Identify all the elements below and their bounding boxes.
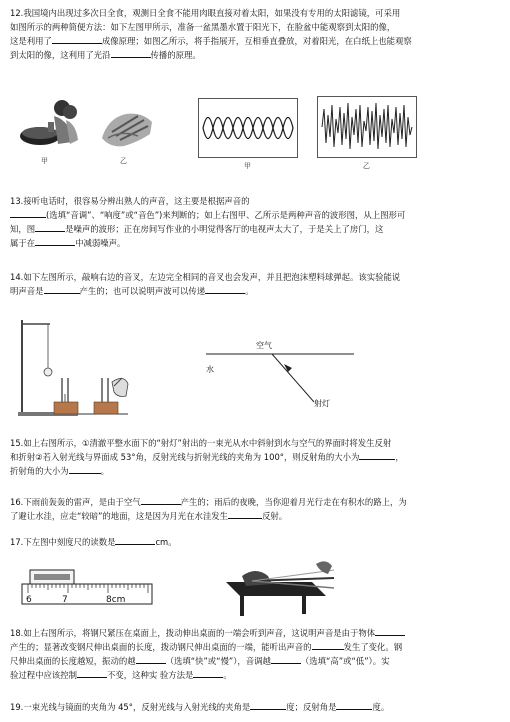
waveform-box-yi — [317, 96, 417, 158]
q18-text: 不变，这种实 验方法是 — [107, 670, 194, 680]
q19-text: 度。 — [372, 702, 390, 712]
q15-text: 和折射②若入射光线与界面成 53°角，反射光线与折射光线的夹角为 100°，则反射角的大小为 — [10, 452, 360, 462]
q13-text: (选填“音调”、“响度”或“音色”)来判断的；如上右图甲、乙所示是两种声音的波形图，从上图形可 — [46, 210, 406, 220]
q14-line2 — [10, 284, 500, 298]
q13-text: 知，图 — [10, 224, 36, 234]
q12-text: 成像原理；如图乙所示，将手指展开，互相垂直叠放，对着阳光，在白纸上也能观察 — [101, 36, 412, 46]
answer-blank[interactable] — [228, 509, 262, 519]
ruler-label: 8cm — [106, 595, 126, 605]
answer-blank[interactable] — [44, 284, 80, 294]
q15-line3 — [10, 464, 500, 478]
label-water: 水 — [206, 365, 214, 374]
q12-line2: 如图所示的两种简便方法：如下左图甲所示，准备一盆黑墨水置于阳光下，在脸盆中能观察到太阳的像， — [10, 22, 396, 32]
answer-blank[interactable] — [359, 450, 395, 460]
q12-text: 传播的原理。 — [150, 50, 201, 60]
q14-line1: 14.如下左图所示，敲响右边的音叉，左边完全相同的音叉也会发声，并且把泡沫塑料球弹起。该实验能说 — [10, 272, 401, 282]
q13-line1: 13.接听电话时，很容易分辨出熟人的声音，这主要是根据声音的 — [10, 196, 250, 206]
q15-text: ， — [395, 452, 404, 462]
question-17 — [10, 535, 500, 549]
q12-photo-hands — [98, 108, 156, 150]
q18-line3 — [10, 654, 500, 668]
q18-text: （选填“高”或“低”）。实 — [300, 656, 390, 666]
label-lamp: 射灯 — [314, 399, 330, 408]
q18-line4 — [10, 668, 500, 682]
answer-blank[interactable] — [375, 626, 405, 636]
q13-line3 — [10, 222, 500, 236]
answer-blank[interactable] — [193, 668, 223, 678]
q16-text: 产生的；雨后的夜晚，当你迎着月光行走在有积水的路上，为 — [180, 497, 407, 507]
answer-blank[interactable] — [205, 284, 245, 294]
q17-line1 — [10, 535, 500, 549]
answer-blank[interactable] — [336, 700, 372, 710]
answer-blank[interactable] — [115, 535, 155, 545]
q18-text: 18.如上右图所示，将钢尺紧压在桌面上，拨动伸出桌面的一端会听到声音，这说明声音是由于物体 — [10, 628, 376, 638]
q12-text: 到太阳的像，这利用了光沿 — [10, 50, 111, 60]
question-13 — [10, 194, 500, 250]
q15-text: 折射角的大小为 — [10, 466, 69, 476]
light-figure — [204, 338, 364, 418]
caption-yi: 乙 — [120, 157, 127, 165]
question-12 — [10, 6, 500, 62]
answer-blank[interactable] — [271, 654, 301, 664]
q16-text: 反射。 — [262, 511, 288, 521]
q16-line2 — [10, 509, 500, 523]
waveform-yi — [318, 97, 416, 157]
q14-text: 。 — [245, 286, 254, 296]
steel-ruler-figure — [222, 556, 338, 618]
question-19 — [10, 700, 500, 714]
question-14 — [10, 270, 500, 298]
q18-text: 发生了变化。钢 — [343, 642, 403, 652]
q16-text: 了避让水洼，应走“较暗”的地面，这是因为月光在水洼发生 — [10, 511, 229, 521]
q13-text: 是噪声的波形；正在房间写作业的小明觉得客厅的电视声太大了，于是关上了房门，这 — [65, 224, 384, 234]
ruler-label: 6 — [26, 595, 32, 605]
question-18 — [10, 626, 500, 682]
q19-line1 — [10, 700, 500, 714]
q12-photo-basin — [18, 96, 80, 154]
q18-line1 — [10, 626, 500, 640]
q12-line3 — [10, 34, 500, 48]
q16-text: 16.下雨前轰轰的雷声，是由于空气 — [10, 497, 141, 507]
q14-text: 产生的；也可以说明声波可以传递 — [79, 286, 206, 296]
answer-blank[interactable] — [35, 236, 75, 246]
answer-blank[interactable] — [10, 208, 46, 218]
q18-text: 尺伸出桌面的长度越短，振动的越 — [10, 656, 136, 666]
q19-text: 19.一束光线与镜面的夹角为 45°，反射光线与入射光线的夹角是 — [10, 702, 251, 712]
q18-line2 — [10, 640, 500, 654]
q18-text: 验过程中应该控制 — [10, 670, 77, 680]
answer-blank[interactable] — [77, 668, 107, 678]
label-air: 空气 — [256, 341, 272, 350]
ruler-label: 7 — [62, 595, 68, 605]
answer-blank[interactable] — [250, 700, 286, 710]
answer-blank[interactable] — [52, 34, 102, 44]
waveform-caption-jia: 甲 — [244, 162, 251, 170]
q12-text: 这是利用了 — [10, 36, 52, 46]
tuning-fork-figure — [14, 312, 132, 424]
ruler-figure — [20, 566, 156, 612]
q18-text: 产生的；显著改变钢尺伸出桌面的长度，拨动钢尺伸出桌面的一端，能听出声音的 — [10, 642, 312, 652]
q19-text: 度；反射角是 — [286, 702, 337, 712]
q13-line2 — [10, 208, 500, 222]
answer-blank[interactable] — [136, 654, 166, 664]
q17-text: 17.下左图中刻度尺的读数是 — [10, 537, 116, 547]
answer-blank[interactable] — [312, 640, 344, 650]
q14-text: 明声音是 — [10, 286, 44, 296]
q17-text: cm。 — [155, 537, 177, 547]
q12-line1: 12.我国境内出现过多次日全食，观测日全食不能用肉眼直接对着太阳，如果没有专用的太阳滤镜，可采用 — [10, 8, 401, 18]
q15-text: 。 — [100, 466, 109, 476]
q13-text: 中减弱噪声。 — [75, 238, 126, 248]
q18-text: 。 — [223, 670, 232, 680]
caption-jia: 甲 — [41, 157, 48, 165]
q12-line4 — [10, 48, 500, 62]
waveform-jia — [199, 99, 297, 157]
q13-line4 — [10, 236, 500, 250]
question-15 — [10, 436, 500, 478]
q16-line1 — [10, 495, 500, 509]
answer-blank[interactable] — [69, 464, 101, 474]
q15-line1: 15.如上右图所示，①清澈平整水面下的“射灯”射出的一束光从水中斜射到水与空气的界面时将发生反射 — [10, 438, 392, 448]
q18-text: （选填“快”或“慢”），音调越 — [165, 656, 271, 666]
answer-blank[interactable] — [111, 48, 151, 58]
q13-text: 属于在 — [10, 238, 36, 248]
question-16 — [10, 495, 500, 523]
waveform-box-jia — [198, 98, 298, 158]
waveform-caption-yi: 乙 — [363, 162, 370, 170]
answer-blank[interactable] — [141, 495, 181, 505]
answer-blank[interactable] — [35, 222, 65, 232]
q15-line2 — [10, 450, 500, 464]
